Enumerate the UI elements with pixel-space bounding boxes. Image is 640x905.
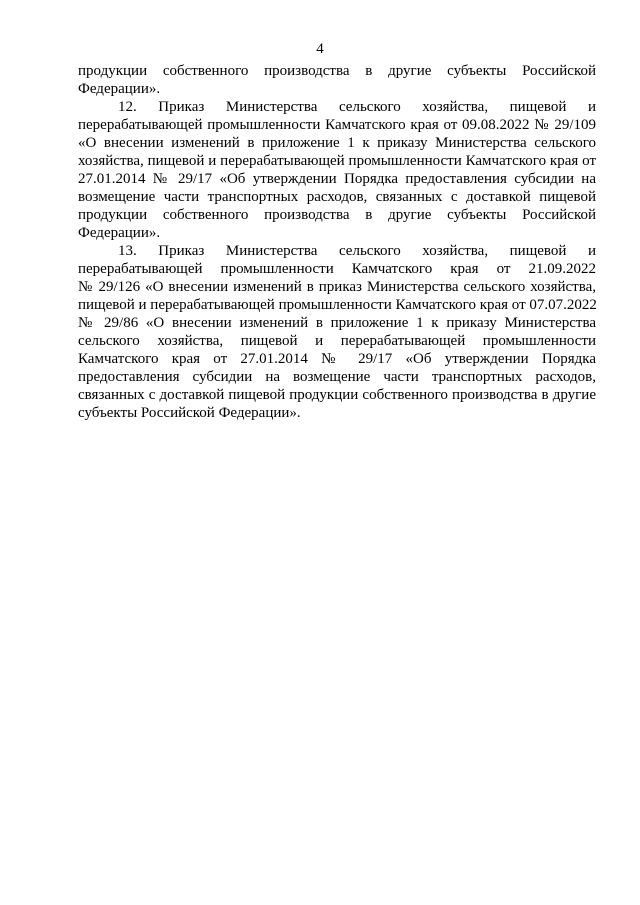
text-line: субъекты Российской Федерации». (78, 405, 301, 421)
text-line: продукции собственного производства в другие субъекты Российской (78, 63, 596, 79)
text-line: № 29/86 «О внесении изменений в приложение 1 к приказу Министерства (78, 315, 596, 331)
text-line: перерабатывающей промышленности Камчатского края от 09.08.2022 № 29/109 (78, 117, 596, 133)
text-line: Федерации». (78, 225, 161, 241)
text-line: «О внесении изменений в приложение 1 к приказу Министерства сельского (78, 135, 596, 151)
text-line: № 29/126 «О внесении изменений в приказ Министерства сельского хозяйства, (78, 279, 596, 295)
text-line: возмещение части транспортных расходов, связанных с доставкой пищевой (78, 189, 596, 205)
page-number: 4 (316, 41, 324, 57)
text-line: предоставления субсидии на возмещение части транспортных расходов, (78, 369, 596, 385)
text-line: хозяйства, пищевой и перерабатывающей промышленности Камчатского края от (78, 153, 596, 169)
paragraph-13-first-line: 13. Приказ Министерства сельского хозяйства, пищевой и (118, 243, 596, 259)
text-line: пищевой и перерабатывающей промышленности Камчатского края от 07.07.2022 (78, 297, 597, 313)
text-line: Камчатского края от 27.01.2014 № 29/17 «Об утверждении Порядка (78, 351, 596, 367)
text-line: перерабатывающей промышленности Камчатского края от 21.09.2022 (78, 261, 596, 277)
paragraph-12-first-line: 12. Приказ Министерства сельского хозяйства, пищевой и (118, 99, 596, 115)
text-line: 27.01.2014 № 29/17 «Об утверждении Порядка предоставления субсидии на (78, 171, 596, 187)
text-line: сельского хозяйства, пищевой и перерабатывающей промышленности (78, 333, 596, 349)
text-line: продукции собственного производства в другие субъекты Российской (78, 207, 596, 223)
text-line: Федерации». (78, 81, 161, 97)
text-line: связанных с доставкой пищевой продукции собственного производства в другие (78, 387, 596, 403)
